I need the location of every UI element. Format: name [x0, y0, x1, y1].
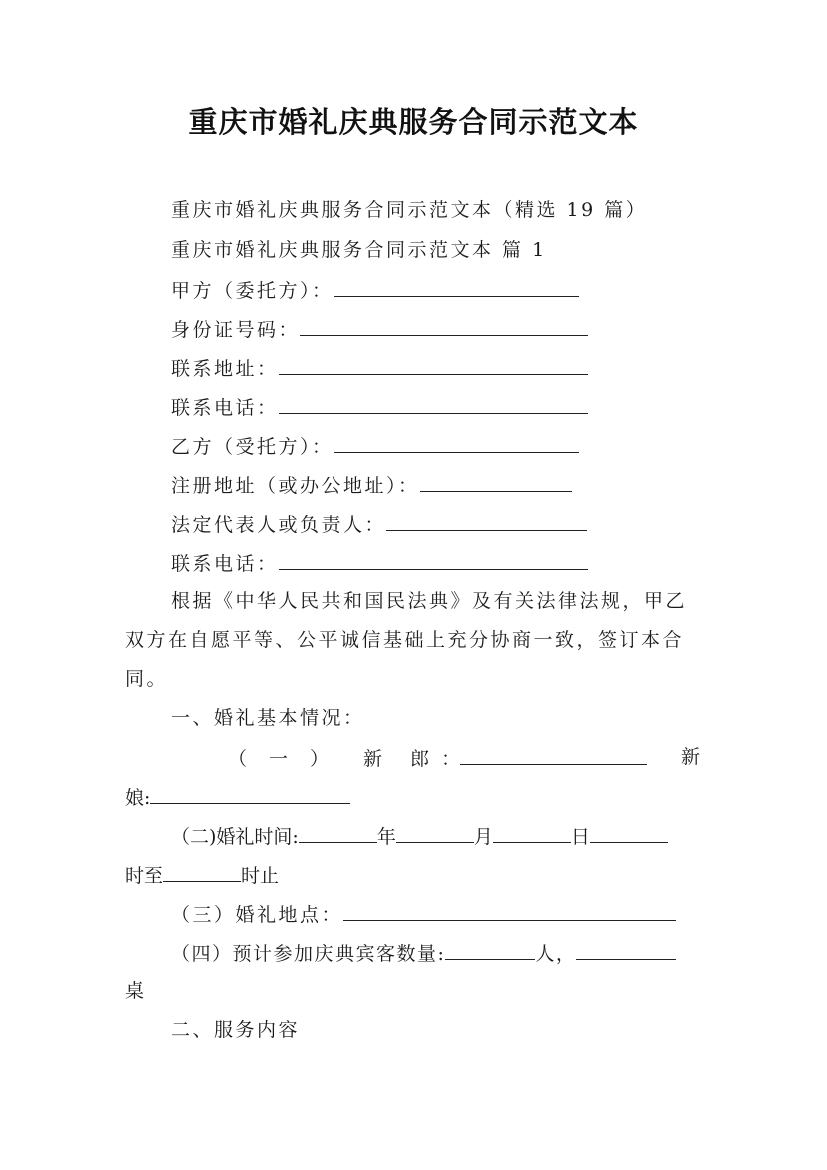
- document-title: 重庆市婚礼庆典服务合同示范文本: [188, 105, 639, 139]
- party-b-label: 乙方（受托方）：: [171, 436, 334, 458]
- wedding-place-blank: [343, 901, 676, 921]
- time-from-label: 时至: [125, 865, 164, 887]
- month-blank: [396, 823, 474, 843]
- wedding-time-row: [171, 823, 668, 849]
- party-a-id-blank: [300, 316, 588, 336]
- bride-label-end: 娘:: [125, 787, 151, 809]
- tables-unit: 桌: [125, 980, 147, 1002]
- tables-blank: [576, 940, 676, 960]
- party-a-address-row: [171, 355, 588, 381]
- party-b-rep-label: 法定代表人或负责人：: [171, 514, 387, 536]
- party-a-blank: [334, 277, 579, 297]
- party-a-id-label: 身份证号码：: [171, 319, 301, 341]
- year-blank: [299, 823, 377, 843]
- bride-label-start: 新: [681, 746, 703, 768]
- section-2-heading: 二、服务内容: [171, 1019, 301, 1041]
- bride-blank: [150, 784, 350, 804]
- wedding-place-label: （三）婚礼地点：: [171, 904, 344, 926]
- party-b-rep-blank: [386, 511, 587, 531]
- party-b-phone-row: [171, 550, 588, 576]
- year-label: 年: [376, 826, 396, 848]
- guests-unit: 人，: [535, 943, 577, 965]
- party-a-row: [171, 277, 579, 303]
- party-b-address-label: 注册地址（或办公地址）：: [171, 475, 420, 497]
- document-subtitle: 重庆市婚礼庆典服务合同示范文本（精选 19 篇）: [171, 199, 648, 221]
- party-a-address-blank: [279, 355, 588, 375]
- guests-row: [171, 940, 676, 966]
- bride-row: [125, 784, 350, 810]
- groom-blank: [460, 745, 647, 765]
- guests-blank: [445, 940, 535, 960]
- party-a-phone-label: 联系电话：: [171, 397, 279, 419]
- section-heading: 重庆市婚礼庆典服务合同示范文本 篇 1: [171, 239, 547, 261]
- wedding-time-label: （二)婚礼时间:: [171, 826, 299, 848]
- party-b-rep-row: [171, 511, 587, 537]
- party-a-phone-row: [171, 394, 588, 420]
- hour-from-blank: [590, 823, 668, 843]
- groom-label-2: 郎: [410, 748, 430, 770]
- day-blank: [493, 823, 571, 843]
- month-label: 月: [473, 826, 493, 848]
- day-label: 日: [570, 826, 590, 848]
- guests-label: （四）预计参加庆典宾客数量:: [171, 943, 446, 965]
- preamble-line-1: 根据《中华人民共和国民法典》及有关法律法规，甲乙: [171, 590, 688, 612]
- groom-close-paren: ）: [310, 748, 330, 770]
- party-a-address-label: 联系地址：: [171, 358, 279, 380]
- hour-to-blank: [163, 862, 241, 882]
- preamble-line-3: 同。: [125, 668, 169, 690]
- groom-number: 一: [269, 748, 289, 770]
- party-b-address-blank: [420, 472, 572, 492]
- groom-colon: ：: [441, 748, 461, 770]
- wedding-place-row: [171, 901, 676, 927]
- party-a-label: 甲方（委托方）：: [171, 280, 334, 302]
- party-a-id-row: [171, 316, 588, 342]
- time-to-label: 时止: [241, 865, 280, 887]
- preamble-line-2: 双方在自愿平等、公平诚信基础上充分协商一致，签订本合: [125, 629, 685, 651]
- section-1-heading: 一、婚礼基本情况：: [171, 707, 365, 729]
- party-b-blank: [334, 433, 579, 453]
- party-b-address-row: [171, 472, 572, 498]
- groom-label-1: 新: [363, 748, 383, 770]
- party-b-phone-label: 联系电话：: [171, 553, 279, 575]
- groom-row: [228, 745, 647, 771]
- party-a-phone-blank: [279, 394, 588, 414]
- party-b-row: [171, 433, 579, 459]
- wedding-time-row-2: [125, 862, 279, 888]
- groom-open-paren: （: [228, 748, 248, 770]
- party-b-phone-blank: [279, 550, 588, 570]
